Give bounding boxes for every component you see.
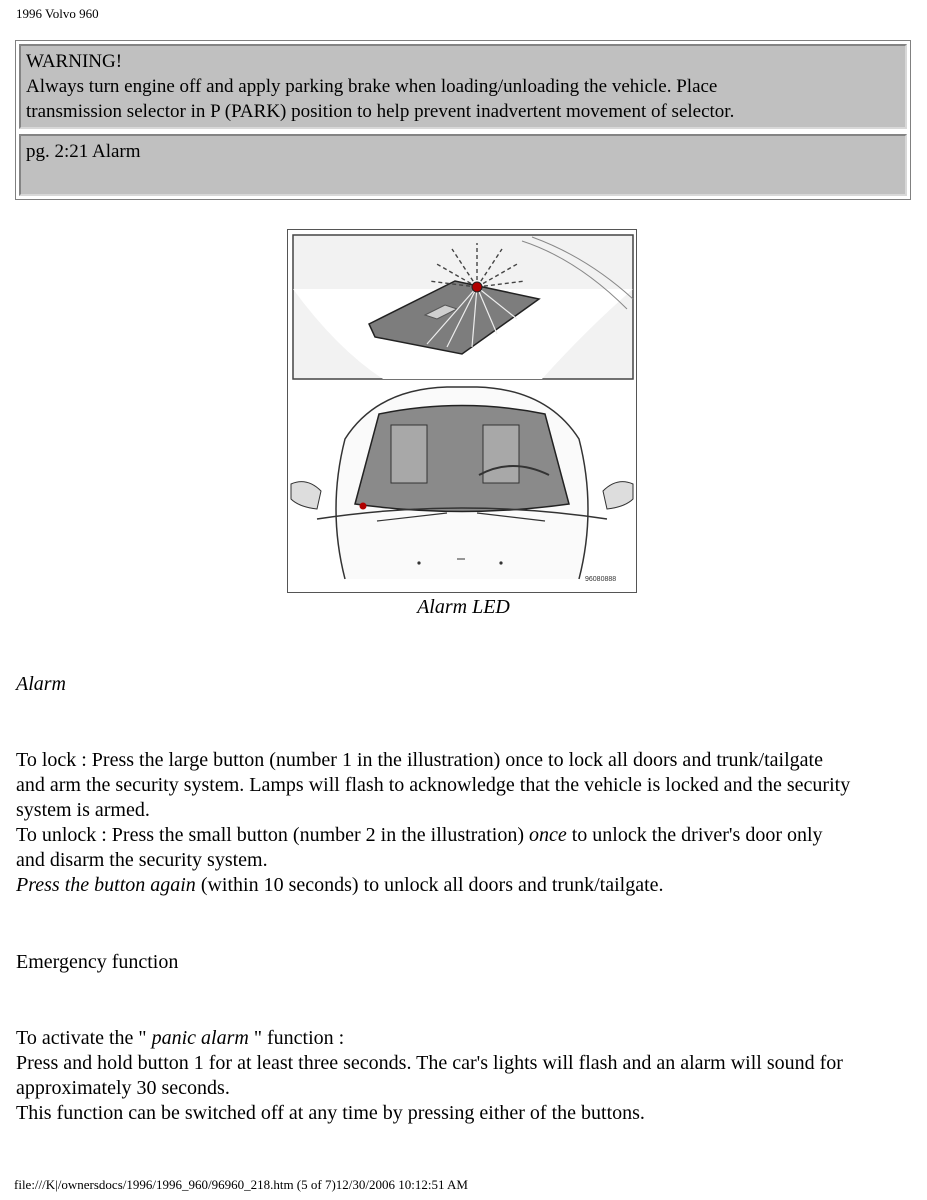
emergency-heading: Emergency function (16, 951, 179, 973)
panic-alarm-emphasis: panic alarm (151, 1027, 249, 1049)
emergency-instructions (16, 1026, 916, 1126)
alarm-led-illustration (287, 229, 637, 593)
lock-line: and arm the security system. Lamps will flash to acknowledge that the vehicle is locked and the security (16, 774, 851, 796)
press-again-emphasis: Press the button again (16, 874, 196, 896)
warning-table (15, 40, 911, 200)
page-reference: pg. 2:21 Alarm (26, 141, 141, 162)
warning-title: WARNING! (26, 51, 123, 72)
emergency-line: approximately 30 seconds. (16, 1077, 230, 1099)
car-dashboard-drawing (287, 229, 637, 593)
file-path-footer: file:///K|/ownersdocs/1996/1996_960/96960_218.htm (5 of 7)12/30/2006 10:12:51 AM (14, 1177, 468, 1192)
activate-line: To activate the " panic alarm " function : (16, 1027, 345, 1049)
warning-line: Always turn engine off and apply parking brake when loading/unloading the vehicle. Place (26, 76, 718, 97)
warning-line: transmission selector in P (PARK) position to help prevent inadvertent movement of selector. (26, 101, 735, 122)
press-again-line: Press the button again (within 10 seconds) to unlock all doors and trunk/tailgate. (16, 874, 664, 896)
alarm-instructions (16, 748, 916, 898)
alarm-heading: Alarm (16, 673, 66, 695)
emergency-line: Press and hold button 1 for at least three seconds. The car's lights will flash and an alarm will sound for (16, 1052, 843, 1074)
document-header-title: 1996 Volvo 960 (16, 6, 99, 21)
unlock-line: and disarm the security system. (16, 849, 268, 871)
warning-cell (19, 44, 907, 129)
emergency-line: This function can be switched off at any time by pressing either of the buttons. (16, 1102, 645, 1124)
figure-code-label: 96080888 (585, 576, 617, 583)
page-reference-cell (19, 134, 907, 196)
lock-line: To lock : Press the large button (number 1 in the illustration) once to lock all doors and trunk/tailgate (16, 749, 823, 771)
figure-caption: Alarm LED (417, 596, 510, 618)
unlock-line: To unlock : Press the small button (number 2 in the illustration) once to unlock the driver's door only (16, 824, 823, 846)
once-emphasis: once (528, 824, 567, 846)
lock-line: system is armed. (16, 799, 150, 821)
